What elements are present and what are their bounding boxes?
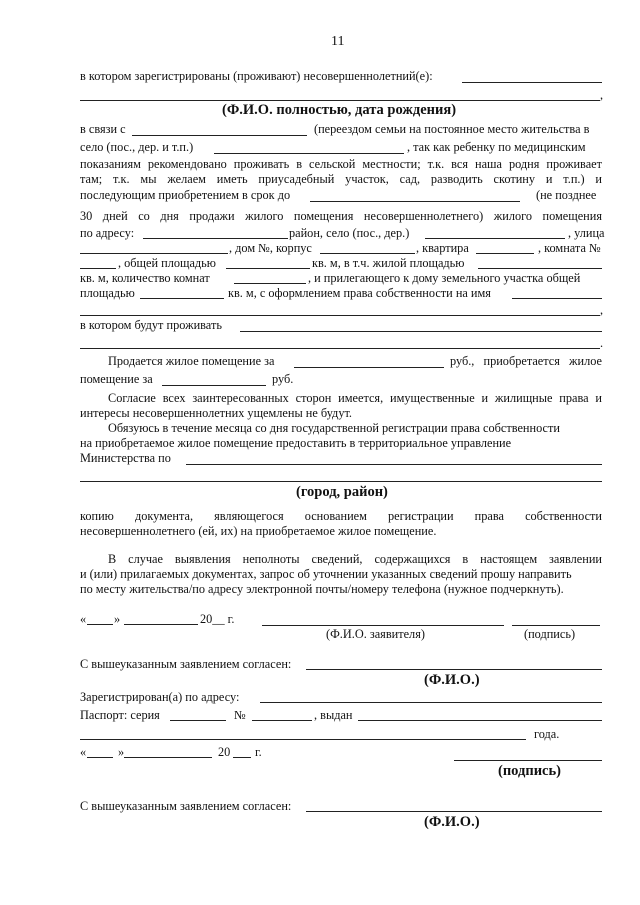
- bought-suffix: руб.: [272, 372, 294, 386]
- registered-address-label: Зарегистрирован(а) по адресу:: [80, 690, 240, 704]
- date-day-line[interactable]: [87, 757, 113, 758]
- flat-field-line[interactable]: [476, 253, 534, 254]
- owner-field-line[interactable]: [512, 298, 602, 299]
- bought-price-line[interactable]: [162, 385, 266, 386]
- street-label: , улица: [568, 226, 605, 240]
- applicant-caption: (Ф.И.О. заявителя): [326, 627, 425, 641]
- copy-line-1: копию документа, являющегося основанием регистрации права собственности: [80, 509, 602, 523]
- address-field-line[interactable]: [143, 238, 288, 239]
- comma: ,: [600, 303, 604, 317]
- passport-number-line[interactable]: [252, 720, 312, 721]
- date-year: 20: [218, 745, 231, 759]
- district-label: район, село (пос., дер.): [289, 226, 410, 240]
- date-year: 20__ г.: [200, 612, 235, 626]
- ministry-field-line[interactable]: [186, 464, 602, 465]
- fio-caption: (Ф.И.О.): [424, 672, 480, 688]
- rooms-count-label: кв. м, количество комнат: [80, 271, 210, 285]
- agree-label: С вышеуказанным заявлением согласен:: [80, 657, 292, 671]
- sold-label: Продается жилое помещение за: [108, 354, 275, 368]
- street-field-line[interactable]: [80, 253, 228, 254]
- live-label: в котором будут проживать: [80, 318, 222, 332]
- house-label: , дом №, корпус: [229, 241, 312, 255]
- total-area-label: , общей площадью: [118, 256, 216, 270]
- deadline-suffix: (не позднее: [536, 188, 597, 202]
- date-day-line[interactable]: [87, 624, 113, 625]
- rooms-count-field-line[interactable]: [234, 283, 306, 284]
- live-continue-line[interactable]: [80, 348, 600, 349]
- bought-label: помещение за: [80, 372, 153, 386]
- total-area-field-line[interactable]: [226, 268, 310, 269]
- house-field-line[interactable]: [320, 253, 415, 254]
- plot-area-label: площадью: [80, 286, 135, 300]
- issued-by-line[interactable]: [358, 720, 602, 721]
- flat-label: , квартира: [416, 241, 469, 255]
- year-word: года.: [534, 727, 560, 741]
- case-line-1: В случае выявления неполноты сведений, содержащихся в настоящем заявлении: [108, 552, 602, 566]
- registered-label: в котором зарегистрированы (проживают) несовершеннолетний(е):: [80, 69, 433, 83]
- village-prefix: село (пос., дер. и т.п.): [80, 140, 194, 154]
- reason-line-2: там; т.к. мы желаем иметь приусадебный участок, сад, разводить скотину и т.п.) и: [80, 172, 602, 186]
- living-area-label: кв. м, в т.ч. жилой площадью: [312, 256, 465, 270]
- consent-line-2: интересы несовершеннолетних ущемлены не будут.: [80, 406, 352, 420]
- date-open-quote: «: [80, 745, 87, 759]
- date-year-line[interactable]: [233, 757, 251, 758]
- agree-name-line[interactable]: [306, 811, 602, 812]
- address-label: по адресу:: [80, 226, 135, 240]
- city-field-line[interactable]: [80, 481, 602, 482]
- sold-suffix: руб., приобретается жилое: [450, 354, 602, 368]
- date-month-line[interactable]: [124, 757, 212, 758]
- living-area-field-line[interactable]: [478, 268, 602, 269]
- passport-label: Паспорт: серия: [80, 708, 160, 722]
- case-line-2: и (или) прилагаемых документах, запрос об уточнении указанных сведений прошу направить: [80, 567, 572, 581]
- sign-caption: (подпись): [498, 763, 561, 779]
- oblige-line-2: на приобретаемое жилое помещение предоставить в территориальное управление: [80, 436, 512, 450]
- registered-address-line[interactable]: [260, 702, 602, 703]
- sign-caption: (подпись): [524, 627, 576, 641]
- passport-number-sign: №: [234, 708, 246, 722]
- deadline-label: последующим приобретением в срок до: [80, 188, 291, 202]
- date-close-quote: »: [118, 745, 125, 759]
- comma: ,: [600, 88, 604, 102]
- village-suffix: , так как ребенку по медицинским: [407, 140, 586, 154]
- city-caption: (город, район): [296, 484, 388, 500]
- owner-continue-line[interactable]: [80, 315, 600, 316]
- issued-label: , выдан: [314, 708, 353, 722]
- date-close-quote: »: [114, 612, 121, 626]
- minor-field-line[interactable]: [462, 82, 602, 83]
- oblige-line-1: Обязуюсь в течение месяца со дня государственной регистрации права собственности: [108, 421, 560, 435]
- ministry-label: Министерства по: [80, 451, 171, 465]
- village-name-line[interactable]: [425, 238, 565, 239]
- dot: .: [600, 336, 604, 350]
- village-field-line[interactable]: [214, 153, 404, 154]
- date-g: г.: [255, 745, 262, 759]
- consent-line-1: Согласие всех заинтересованных сторон имеется, имущественные и жилищные права и: [108, 391, 602, 405]
- due-field-line[interactable]: [132, 135, 307, 136]
- deadline-field-line[interactable]: [310, 201, 520, 202]
- reason-line-1: показаниям рекомендовано проживать в сельской местности; т.к. вся наша родня проживает: [80, 157, 602, 171]
- page-number: 11: [331, 34, 345, 49]
- due-suffix: (переездом семьи на постоянное место жительства в: [314, 122, 590, 136]
- plot-area-field-line[interactable]: [140, 298, 224, 299]
- minor-fio-line[interactable]: [80, 100, 600, 101]
- ownership-label: кв. м, с оформлением права собственности на имя: [228, 286, 491, 300]
- room-label: , комната №: [538, 241, 601, 255]
- copy-line-2: несовершеннолетнего (ей, их) на приобретаемое жилое помещение.: [80, 524, 437, 538]
- passport-series-line[interactable]: [170, 720, 226, 721]
- reason-line-4: 30 дней со дня продажи жилого помещения несовершеннолетнего) жилого помещения: [80, 209, 602, 223]
- signature-line[interactable]: [454, 760, 602, 761]
- agree-name-line[interactable]: [306, 669, 602, 670]
- due-prefix: в связи с: [80, 122, 126, 136]
- fio-caption: (Ф.И.О. полностью, дата рождения): [222, 102, 457, 118]
- plot-label: , и прилегающего к дому земельного участка общей: [308, 271, 581, 285]
- sold-price-line[interactable]: [294, 367, 444, 368]
- case-line-3: по месту жительства/по адресу электронной почты/номеру телефона (нужное подчеркнуть).: [80, 582, 564, 596]
- issued-continue-line[interactable]: [80, 739, 526, 740]
- agree-label: С вышеуказанным заявлением согласен:: [80, 799, 292, 813]
- applicant-sign-line[interactable]: [512, 625, 600, 626]
- applicant-name-line[interactable]: [262, 625, 504, 626]
- room-field-line[interactable]: [80, 268, 116, 269]
- date-month-line[interactable]: [124, 624, 198, 625]
- fio-caption: (Ф.И.О.): [424, 814, 480, 830]
- date-open-quote: «: [80, 612, 87, 626]
- live-field-line[interactable]: [240, 331, 602, 332]
